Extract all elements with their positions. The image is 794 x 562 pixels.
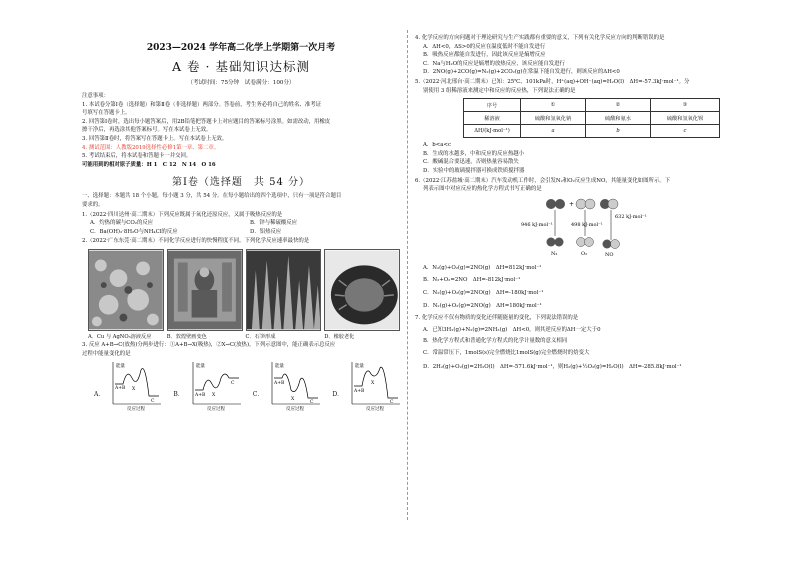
section1-title: 第Ⅰ卷（选择题 共 54 分）	[171, 177, 311, 189]
table-row	[464, 112, 720, 125]
table-cell: ①	[521, 99, 586, 112]
label-c: C	[310, 400, 314, 406]
label-c: C	[230, 381, 235, 387]
label-x: X	[132, 387, 136, 393]
q2-images	[88, 249, 400, 331]
q2-caption-c: C．石笋形成	[245, 333, 276, 340]
q6-option-d: D．N₂(g)+O₂(g)=2NO(g) ΔH=180kJ·mol⁻¹	[423, 302, 542, 309]
notice-line: 2. 回答第Ⅰ卷时，选出每小题答案后，用2B铅笔把答题卡上对应题目的答案标号涂黑。如需改动，用橡皮	[82, 118, 331, 125]
q3-option-a	[94, 360, 163, 412]
axis-process: 反应过程	[206, 407, 225, 413]
q7-option-c: C．常温常压下，1molS(s)完全燃烧比1molS(g)完全燃烧时的焓变大	[423, 349, 590, 356]
axis-process: 反应过程	[286, 407, 305, 413]
q3-charts	[94, 360, 400, 412]
q5-stem: 5.（2022·河北邢台·高二期末）已知：25℃、101kPa时，H⁺(aq)+OH⁻(aq)=H₂O(l) ΔH=-57.3kJ·mol⁻¹。分	[415, 78, 690, 85]
axis-energy: 能量	[195, 364, 205, 370]
label-ab: A+B	[115, 386, 126, 392]
q6-option-b: B．N₂+O₂=2NO ΔH=-812kJ·mol⁻¹	[423, 277, 521, 284]
q2-caption-d: D．橡胶老化	[324, 333, 355, 340]
q1-stem: 1.（2022·四川达州·高二期末）下列反应既属于氧化还原反应，又属于吸热反应的是	[82, 211, 283, 218]
exam-subtitle: A 卷 · 基础知识达标测	[172, 59, 310, 74]
q1-option-b: B．锌与稀硫酸反应	[250, 220, 298, 227]
q6-option-a: A．N₂(g)+O₂(g)=2NO(g) ΔH=812kJ·mol⁻¹	[423, 264, 542, 271]
atomic-masses: 可能用到的相对原子质量：H 1 C 12 N 14 O 16	[82, 161, 216, 168]
q3-option-c-label: C．	[252, 391, 264, 399]
label-ab: A+B	[354, 389, 365, 395]
n2-o2-energy-diagram	[515, 196, 665, 258]
label-c: C	[151, 399, 155, 405]
q7-stem: 7. 化学反应不仅有物质的变化还伴随能量的变化，下列说法错误的是	[415, 315, 579, 322]
q3-option-b	[173, 360, 242, 412]
q3-option-a-label: A．	[94, 391, 105, 399]
molecule-bottom	[547, 237, 620, 248]
table-cell: a	[521, 125, 586, 138]
section1-instruction: 要求的。	[82, 201, 104, 208]
label-o2: O₂	[581, 250, 588, 257]
q1-option-a: A．灼热的碳与CO₂的反应	[90, 220, 154, 227]
axis-process: 反应过程	[127, 407, 146, 413]
q6-stem: 6.（2022·江苏盐城·高二期末）汽车发动机工作时，会引发N₂和O₂反应生成NO，其能量变化如图所示。下	[415, 177, 671, 184]
label-x: X	[371, 381, 375, 387]
axis-energy: 能量	[275, 364, 285, 370]
q1-option-c: C．Ba(OH)₂·8H₂O与NH₄Cl的反应	[90, 228, 178, 235]
axis-energy: 能量	[116, 364, 126, 370]
q5-table	[463, 98, 720, 138]
notice-line: 5. 考试结束后，将本试卷和答题卡一并交回。	[82, 153, 192, 160]
q2-captions	[88, 333, 400, 340]
q2-caption-b: B．敦煌壁画变色	[166, 333, 207, 340]
label-x: X	[291, 397, 295, 403]
q1-options-row1	[82, 219, 400, 228]
table-row	[464, 99, 720, 112]
q5-option-c: C．酸碱混合要迅速，否则热量容易散失	[423, 159, 519, 166]
q3-stem: 3. 反应 A+B→C(放热)分两步进行：①A+B→X(吸热)，②X→C(放热)。下列示意图中，能正确表示总反应	[82, 341, 336, 348]
notice-heading: 注意事项：	[82, 93, 109, 99]
molecule-n2-o2-top	[546, 199, 618, 209]
label-ab: A+B	[194, 393, 206, 399]
notice-line: 擦干净后，再选涂其他答案标号。写在本试卷上无效。	[82, 127, 212, 134]
q2-caption-a: A．Cu 与 AgNO₃溶液反应	[88, 333, 152, 340]
label-n2: N₂	[551, 250, 558, 257]
notice-line-scope: 4. 测试范围：人教版2019选择性必修1第一章、第二章。	[82, 144, 220, 151]
bond-energy-no: 632 kJ·mol⁻¹	[615, 213, 647, 220]
q7-option-b: B．热化学方程式和普通化学方程式的化学计量数的意义相同	[423, 338, 568, 345]
q1-options-row2	[82, 228, 400, 237]
q1-option-d: D．铝热反应	[250, 228, 282, 235]
table-cell: 序号	[464, 99, 521, 112]
q5-option-b: B．生成的水越多，中和反应的反应热越小	[423, 150, 524, 157]
q6-option-c: C．N₂(g)+O₂(g)=2NO(g) ΔH=-180kJ·mol⁻¹	[423, 289, 544, 296]
table-cell: ②	[586, 99, 651, 112]
energy-diagram-c	[266, 360, 322, 412]
q4-option-b: B．吸热反应都能自发进行，因此该反应是熵增反应	[423, 52, 546, 59]
copper-silver-photo	[88, 249, 164, 331]
svg-text:+: +	[569, 200, 575, 208]
q4-stem: 4. 化学反应的方向问题对于理论研究与生产实践都有重要的意义，下列有关化学反应方向的判断错误的是	[415, 35, 665, 41]
energy-diagram-a	[107, 360, 163, 412]
left-column	[82, 34, 400, 412]
q3-option-b-label: B．	[173, 391, 184, 399]
table-cell: c	[651, 125, 720, 138]
table-cell: b	[586, 125, 651, 138]
rubber-tire-photo	[324, 249, 400, 331]
bond-energy-n2: 946 kJ·mol⁻¹	[521, 221, 553, 228]
q4-option-a: A．ΔH<0，ΔS>0的反应在温度低时不能自发进行	[423, 43, 546, 50]
column-divider	[407, 30, 408, 520]
q7-option-d: D．2H₂(g)+O₂(g)=2H₂O(l) ΔH=-571.6kJ·mol⁻¹，则H₂(g)+½O₂(g)=H₂O(l) ΔH=-285.8kJ·mol⁻¹	[423, 364, 682, 371]
axis-process: 反应过程	[366, 407, 385, 413]
table-row	[464, 125, 720, 138]
q5-stem-2: 别使用 3 组稀溶液来测定中和反应的反应热，下列说法正确的是	[423, 87, 576, 94]
exam-title: 2023—2024 学年高二化学上学期第一次月考	[146, 43, 336, 53]
q5-option-a: A．b<a<c	[423, 142, 452, 149]
q4-option-d: D．2NO(g)+2CO(g)=N₂(g)+2CO₂(g)在常温下能自发进行，则该反应的ΔH<0	[423, 69, 620, 76]
label-ab: A+B	[274, 381, 285, 387]
axis-energy: 能量	[355, 364, 365, 370]
label-x: X	[211, 393, 215, 399]
label-no: NO	[605, 251, 614, 258]
dunhuang-mural-photo	[167, 249, 243, 331]
table-cell: 硫酸和氢氧化钡	[651, 112, 720, 125]
section1-instruction: 一、选择题：本题共 18 个小题，每小题 3 分，共 54 分。在每小题给出的四个选项中，只有一项是符合题目	[82, 193, 342, 200]
q3-option-d-label: D．	[332, 391, 344, 399]
exam-info: （考试时间：75分钟 试卷满分：100分）	[187, 80, 295, 86]
q5-option-d: D．实验中的玻璃搅拌器可换成铁质搅拌器	[423, 167, 525, 174]
q3-option-d	[332, 360, 402, 412]
right-column	[415, 34, 787, 372]
energy-diagram-b	[187, 360, 243, 412]
table-cell: ΔH/(kJ·mol⁻¹)	[464, 125, 521, 138]
q7-option-a: A．已知3H₂(g)+N₂(g)⇌2NH₃(g) ΔH<0，则其逆反应的ΔH一定大于0	[423, 326, 601, 333]
notice-line: 3. 回答第Ⅱ卷时，将答案写在答题卡上。写在本试卷上无效。	[82, 135, 228, 142]
energy-diagram-d	[346, 360, 402, 412]
q3-option-c	[253, 360, 323, 412]
notice-line: 1. 本试卷分第Ⅰ卷（选择题）和第Ⅱ卷（非选择题）两部分。答卷前，考生务必将自己的姓名、准考证	[82, 101, 322, 108]
table-cell: ③	[651, 99, 720, 112]
q2-stem: 2.（2022·广东东莞·高二期末）不同化学反应进行的快慢程度不同。下列化学反应速率最快的是	[82, 238, 310, 245]
bond-energy-o2: 498 kJ·mol⁻¹	[571, 221, 603, 228]
notice-line: 号填写在答题卡上。	[82, 110, 131, 117]
q3-stem-2: 过程中能量变化的是	[82, 350, 131, 357]
q4-option-c: C．Na与H₂O的反应是熵增的放热反应，该反应能自发进行	[423, 60, 565, 67]
table-cell: 稀溶液	[464, 112, 521, 125]
stalagmite-photo	[246, 249, 322, 331]
table-cell: 硫酸和氨水	[586, 112, 651, 125]
q6-stem-2: 列表示图中对应反应的热化学方程式书写正确的是	[423, 186, 542, 193]
label-c: C	[390, 400, 394, 406]
table-cell: 硫酸和氢氧化钠	[521, 112, 586, 125]
